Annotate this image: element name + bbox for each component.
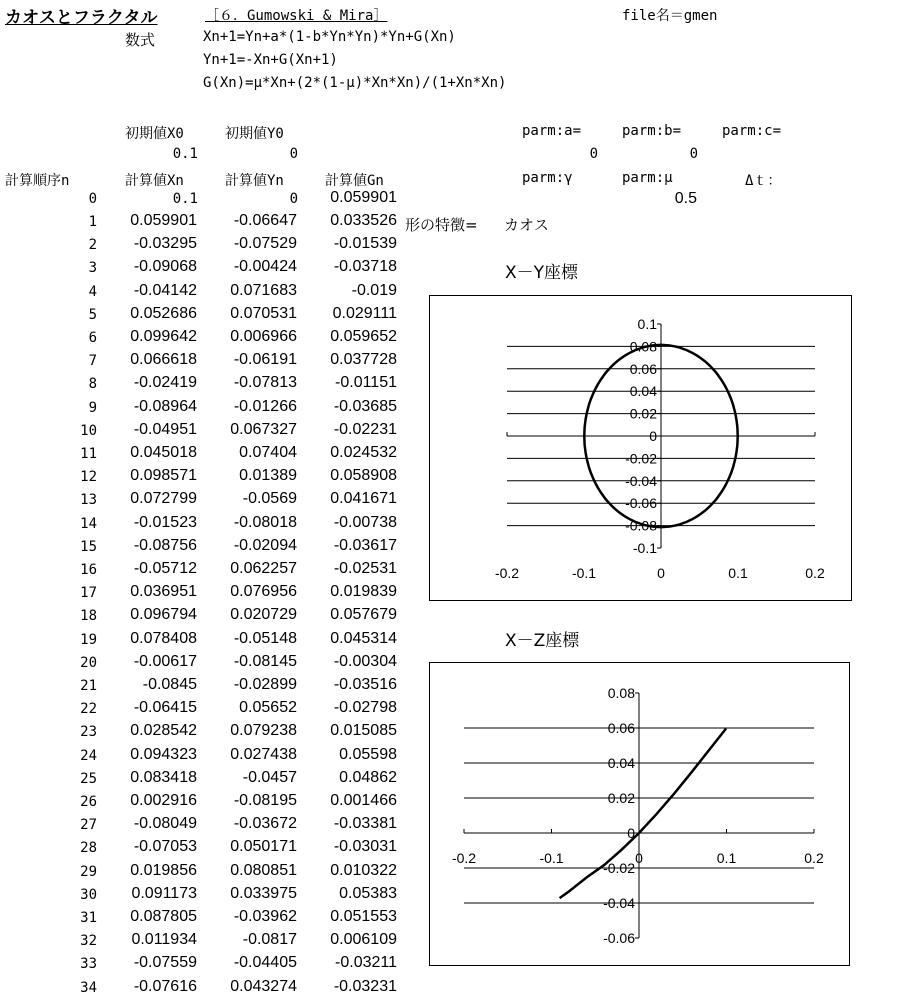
- row-x: 0.096794: [130, 606, 197, 623]
- row-g: 0.045314: [330, 630, 397, 647]
- row-x: 0.091173: [131, 885, 197, 902]
- row-y: 0.076956: [230, 583, 297, 600]
- y-tick-label: 0.08: [629, 338, 657, 355]
- row-x: 0.072799: [130, 490, 197, 507]
- row-y: -0.0817: [242, 931, 297, 948]
- row-y: 0.070531: [230, 305, 297, 322]
- initial-x0-label: 初期値X0: [125, 126, 184, 142]
- initial-x0-value[interactable]: 0.1: [172, 146, 198, 162]
- y-tick-label: 0: [649, 428, 657, 444]
- row-x: 0.078408: [130, 630, 197, 647]
- row-n: 3: [88, 260, 97, 276]
- row-n: 5: [88, 307, 97, 323]
- col-header-xn: 計算値Xn: [125, 173, 184, 189]
- row-n: 10: [80, 423, 97, 439]
- feature-value[interactable]: カオス: [504, 216, 549, 234]
- row-x: 0.087805: [130, 908, 197, 925]
- chapter-heading: ［６．Gumowski & Mira］: [205, 8, 388, 24]
- row-x: -0.0845: [142, 676, 197, 693]
- row-x: -0.04951: [133, 421, 197, 438]
- row-x: -0.05712: [133, 560, 197, 577]
- row-y: -0.02094: [233, 537, 297, 554]
- row-0-x: 0.1: [172, 191, 198, 207]
- row-g: 0.019839: [330, 583, 397, 600]
- row-y: -0.01266: [233, 398, 297, 415]
- row-x: -0.07559: [133, 954, 197, 971]
- row-x: 0.098571: [130, 467, 197, 484]
- row-g: 0.059652: [330, 328, 397, 345]
- row-n: 20: [80, 655, 97, 671]
- y-tick-label: 0.06: [629, 360, 657, 377]
- file-name-label: file名＝gmen: [622, 8, 718, 24]
- x-tick-label: -0.2: [451, 850, 477, 866]
- row-g: -0.03617: [333, 537, 397, 554]
- row-n: 32: [80, 933, 97, 949]
- param-c-label: parm:c=: [722, 123, 782, 139]
- row-n: 4: [88, 284, 97, 300]
- row-g: 0.024532: [330, 444, 397, 461]
- y-tick-label: 0: [627, 825, 635, 841]
- row-y: 0.050171: [230, 838, 297, 855]
- row-y: 0.020729: [230, 606, 297, 623]
- row-y: 0.027438: [230, 746, 297, 763]
- row-x: -0.07616: [133, 978, 197, 995]
- row-g: 0.001466: [330, 792, 397, 809]
- row-y: -0.0569: [242, 490, 297, 507]
- row-y: -0.06191: [233, 351, 297, 368]
- y-tick-label: 0.04: [607, 755, 635, 771]
- row-y: -0.03672: [233, 815, 297, 832]
- row-x: -0.04142: [133, 282, 197, 299]
- row-x: -0.02419: [133, 374, 197, 391]
- chart-xz-title: X－Z座標: [505, 631, 580, 651]
- row-x: 0.019856: [130, 862, 197, 879]
- row-x: 0.002916: [130, 792, 197, 809]
- row-x: -0.00617: [133, 653, 197, 670]
- row-0-n: 0: [88, 191, 97, 207]
- chart-xz-frame[interactable]: [429, 662, 850, 966]
- row-g: -0.019: [351, 282, 397, 299]
- row-x: -0.08964: [133, 398, 197, 415]
- series-line: [560, 729, 727, 899]
- row-y: -0.07529: [233, 235, 297, 252]
- row-g: 0.041671: [330, 490, 397, 507]
- y-tick-label: -0.04: [603, 895, 635, 911]
- x-tick-label: 0.2: [804, 850, 824, 866]
- row-x: 0.036951: [130, 583, 197, 600]
- y-tick-label: -0.02: [603, 860, 635, 876]
- row-n: 22: [80, 701, 97, 717]
- row-x: 0.094323: [130, 746, 197, 763]
- row-x: 0.011934: [131, 931, 197, 948]
- param-a-value[interactable]: 0: [589, 146, 598, 162]
- y-tick-label: -0.04: [625, 472, 657, 489]
- row-g: 0.029111: [332, 305, 397, 322]
- row-g: 0.05598: [339, 746, 397, 763]
- y-tick-label: -0.06: [603, 930, 635, 946]
- chart-xy-title: X－Y座標: [505, 263, 579, 283]
- row-n: 2: [88, 237, 97, 253]
- row-x: 0.066618: [130, 351, 197, 368]
- row-n: 15: [80, 539, 97, 555]
- row-x: 0.099642: [130, 328, 197, 345]
- row-g: -0.00304: [333, 653, 397, 670]
- row-y: -0.08145: [233, 653, 297, 670]
- row-g: -0.03685: [333, 398, 397, 415]
- row-n: 23: [80, 724, 97, 740]
- initial-y0-label: 初期値Y0: [225, 126, 284, 142]
- row-y: -0.00424: [233, 258, 297, 275]
- row-g: -0.03211: [335, 954, 397, 971]
- chart-xy: [430, 296, 851, 600]
- row-n: 9: [88, 400, 97, 416]
- row-g: 0.05383: [339, 885, 397, 902]
- row-y: 0.01389: [239, 467, 297, 484]
- initial-y0-value[interactable]: 0: [289, 146, 298, 162]
- row-n: 17: [80, 585, 97, 601]
- param-dt-label: Δｔ：: [745, 173, 782, 189]
- y-tick-label: -0.02: [625, 450, 657, 467]
- row-y: 0.071683: [230, 282, 297, 299]
- row-0-y: 0: [289, 191, 298, 207]
- y-tick-label: 0.06: [607, 720, 635, 736]
- row-x: -0.08049: [133, 815, 197, 832]
- row-n: 24: [80, 748, 97, 764]
- row-n: 28: [80, 840, 97, 856]
- row-n: 7: [88, 353, 97, 369]
- y-tick-label: -0.1: [632, 540, 657, 556]
- row-y: 0.05652: [239, 699, 297, 716]
- row-y: 0.07404: [239, 444, 297, 461]
- row-n: 18: [80, 608, 97, 624]
- row-n: 1: [88, 214, 97, 230]
- x-tick-label: -0.2: [494, 565, 520, 581]
- row-g: -0.03381: [333, 815, 397, 832]
- row-y: -0.05148: [233, 630, 297, 647]
- row-y: 0.079238: [230, 722, 297, 739]
- col-header-gn: 計算値Gn: [325, 173, 384, 189]
- y-tick-label: 0.08: [607, 685, 635, 701]
- row-g: 0.006109: [330, 931, 397, 948]
- row-x: 0.052686: [130, 305, 197, 322]
- row-y: -0.08195: [233, 792, 297, 809]
- row-y: 0.067327: [230, 421, 297, 438]
- x-tick-label: 0.2: [805, 565, 825, 581]
- formula-line-2: Yn+1=-Xn+G(Xn+1): [203, 52, 338, 68]
- row-x: -0.09068: [133, 258, 197, 275]
- param-gamma-label: parm:γ: [522, 170, 573, 186]
- param-mu-value[interactable]: 0.5: [674, 190, 697, 207]
- row-n: 21: [80, 678, 97, 694]
- row-g: 0.015085: [330, 722, 397, 739]
- row-n: 11: [80, 446, 97, 462]
- x-tick-label: 0.1: [716, 850, 737, 866]
- col-header-n: 計算順序n: [5, 173, 70, 189]
- row-g: -0.01539: [333, 235, 397, 252]
- row-x: 0.059901: [130, 212, 197, 229]
- row-n: 27: [80, 817, 97, 833]
- y-tick-label: 0.02: [607, 790, 635, 806]
- row-n: 16: [80, 562, 97, 578]
- x-tick-label: 0: [657, 565, 665, 581]
- row-y: -0.03962: [233, 908, 297, 925]
- y-tick-label: 0.1: [637, 316, 657, 332]
- row-g: -0.03031: [333, 838, 397, 855]
- y-tick-label: 0.02: [629, 405, 657, 422]
- formula-line-3: G(Xn)=μ*Xn+(2*(1-μ)*Xn*Xn)/(1+Xn*Xn): [203, 75, 507, 91]
- row-y: -0.0457: [242, 769, 297, 786]
- row-g: -0.03516: [333, 676, 397, 693]
- row-0-g: 0.059901: [330, 189, 397, 206]
- param-b-value[interactable]: 0: [689, 146, 698, 162]
- row-g: 0.010322: [330, 862, 397, 879]
- row-x: -0.01523: [133, 514, 197, 531]
- row-n: 14: [80, 516, 97, 532]
- row-g: 0.051553: [330, 908, 397, 925]
- row-n: 29: [80, 864, 97, 880]
- row-y: 0.006966: [230, 328, 297, 345]
- row-y: -0.08018: [233, 514, 297, 531]
- row-x: 0.083418: [130, 769, 197, 786]
- row-g: 0.033526: [330, 212, 397, 229]
- row-x: -0.03295: [133, 235, 197, 252]
- row-y: 0.080851: [230, 862, 297, 879]
- param-b-label: parm:b=: [622, 123, 682, 139]
- row-g: -0.00738: [333, 514, 397, 531]
- x-tick-label: -0.1: [571, 565, 597, 581]
- row-g: -0.01151: [335, 374, 397, 391]
- formula-label: 数式: [125, 31, 156, 49]
- row-y: -0.04405: [233, 954, 297, 971]
- row-g: -0.03231: [333, 978, 397, 995]
- row-y: 0.043274: [230, 978, 297, 995]
- row-n: 31: [80, 910, 97, 926]
- row-g: -0.02798: [333, 699, 397, 716]
- y-tick-label: -0.08: [625, 517, 657, 534]
- param-a-label: parm:a=: [522, 123, 582, 139]
- y-tick-label: 0.04: [629, 383, 657, 400]
- row-g: 0.058908: [330, 467, 397, 484]
- row-y: -0.06647: [233, 212, 297, 229]
- row-n: 34: [80, 980, 97, 996]
- row-g: -0.02231: [333, 421, 397, 438]
- row-n: 33: [80, 956, 97, 972]
- row-n: 6: [88, 330, 97, 346]
- x-tick-label: -0.1: [539, 850, 564, 866]
- y-tick-label: -0.06: [625, 495, 657, 512]
- row-x: 0.045018: [130, 444, 197, 461]
- row-g: 0.057679: [330, 606, 397, 623]
- x-tick-label: 0: [635, 850, 643, 866]
- row-x: 0.028542: [130, 722, 197, 739]
- row-n: 13: [80, 492, 97, 508]
- row-x: -0.07053: [133, 838, 197, 855]
- row-g: 0.037728: [330, 351, 397, 368]
- x-tick-label: 0.1: [728, 565, 748, 581]
- row-n: 25: [80, 771, 97, 787]
- row-x: -0.08756: [133, 537, 197, 554]
- row-x: -0.06415: [133, 699, 197, 716]
- page-title: カオスとフラクタル: [5, 8, 158, 28]
- formula-line-1: Xn+1=Yn+a*(1-b*Yn*Yn)*Yn+G(Xn): [203, 29, 456, 45]
- row-n: 26: [80, 794, 97, 810]
- col-header-yn: 計算値Yn: [225, 173, 284, 189]
- row-y: 0.033975: [230, 885, 297, 902]
- row-n: 8: [88, 376, 97, 392]
- row-g: -0.02531: [333, 560, 397, 577]
- row-y: -0.02899: [233, 676, 297, 693]
- row-y: -0.07813: [233, 374, 297, 391]
- chart-xz: [430, 663, 849, 965]
- chart-xy-frame[interactable]: [429, 295, 852, 601]
- row-n: 12: [80, 469, 97, 485]
- row-g: -0.03718: [333, 258, 397, 275]
- row-y: 0.062257: [230, 560, 297, 577]
- row-n: 19: [80, 632, 97, 648]
- feature-label: 形の特徴=: [405, 216, 478, 234]
- row-n: 30: [80, 887, 97, 903]
- row-g: 0.04862: [339, 769, 397, 786]
- param-mu-label: parm:μ: [622, 170, 673, 186]
